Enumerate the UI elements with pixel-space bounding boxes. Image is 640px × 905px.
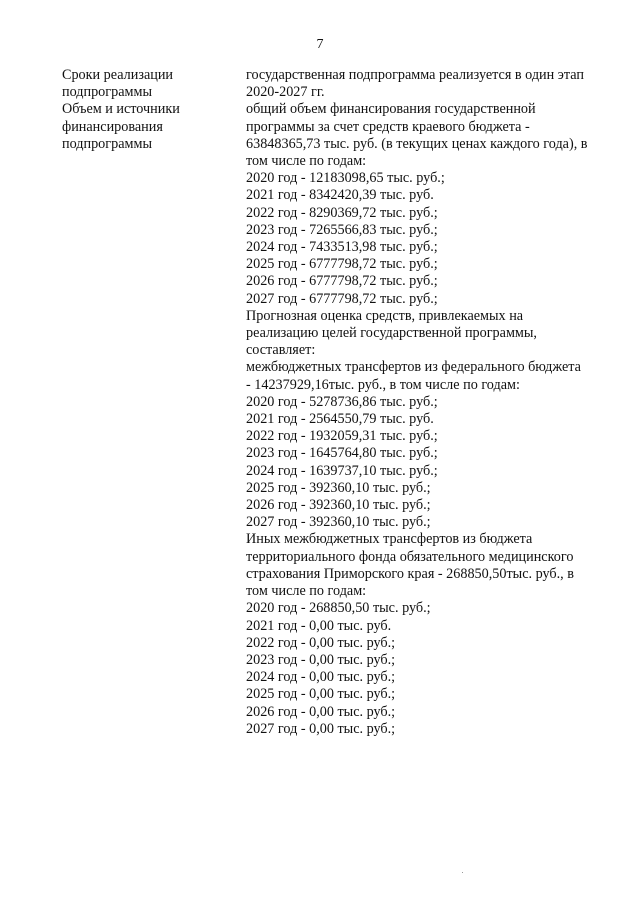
value-line: 2024 год - 0,00 тыс. руб.; <box>246 669 396 686</box>
value-line: 63848365,73 тыс. руб. (в текущих ценах каждого года), в <box>246 135 588 152</box>
value-line: государственная подпрограмма реализуется в один этап <box>246 67 584 83</box>
value-line: 2022 год - 1932059,31 тыс. руб.; <box>246 428 438 445</box>
value-line: общий объем финансирования государственной <box>246 101 536 118</box>
value-line: 2021 год - 2564550,79 тыс. руб. <box>246 411 434 428</box>
value-line: межбюджетных трансфертов из федерального бюджета <box>246 359 581 376</box>
row-value <box>246 101 622 738</box>
value-line: том числе по годам: <box>246 153 367 170</box>
row-label <box>62 101 246 738</box>
value-line: 2025 год - 0,00 тыс. руб.; <box>246 686 396 703</box>
value-line: 2027 год - 6777798,72 тыс. руб.; <box>246 290 438 307</box>
label-line: подпрограммы <box>62 135 152 152</box>
value-line: 2021 год - 8342420,39 тыс. руб. <box>246 187 434 204</box>
value-line: 2027 год - 392360,10 тыс. руб.; <box>246 514 431 531</box>
value-line: 2024 год - 7433513,98 тыс. руб.; <box>246 239 438 256</box>
row-value <box>246 67 622 101</box>
scan-speck <box>462 872 463 873</box>
value-line: 2026 год - 6777798,72 тыс. руб.; <box>246 273 438 290</box>
value-line: 2025 год - 6777798,72 тыс. руб.; <box>246 256 438 273</box>
label-line: Объем и источники <box>62 101 180 118</box>
label-line: финансирования <box>62 118 163 135</box>
value-line: 2023 год - 7265566,83 тыс. руб.; <box>246 221 438 238</box>
value-line: 2024 год - 1639737,10 тыс. руб.; <box>246 462 438 479</box>
value-line: - 14237929,16тыс. руб., в том числе по годам: <box>246 376 520 393</box>
row-funding-sources <box>62 101 622 738</box>
value-line: 2023 год - 0,00 тыс. руб.; <box>246 651 396 668</box>
label-line: Сроки реализации <box>62 67 174 83</box>
value-line: 2022 год - 0,00 тыс. руб.; <box>246 634 396 651</box>
value-line: 2026 год - 392360,10 тыс. руб.; <box>246 497 431 514</box>
value-line: программы за счет средств краевого бюджета - <box>246 118 530 135</box>
value-line: 2022 год - 8290369,72 тыс. руб.; <box>246 204 438 221</box>
passport-table <box>62 67 622 738</box>
value-line: 2020 год - 12183098,65 тыс. руб.; <box>246 170 445 187</box>
value-line: 2025 год - 392360,10 тыс. руб.; <box>246 479 431 496</box>
value-line: 2021 год - 0,00 тыс. руб. <box>246 617 392 634</box>
value-line: страхования Приморского края - 268850,50тыс. руб., в <box>246 565 574 582</box>
label-line: подпрограммы <box>62 84 152 101</box>
row-implementation-period <box>62 67 622 101</box>
row-label <box>62 67 246 101</box>
page-number: 7 <box>316 37 324 52</box>
value-line: 2023 год - 1645764,80 тыс. руб.; <box>246 445 438 462</box>
value-line: 2020-2027 гг. <box>246 84 325 101</box>
value-line: территориального фонда обязательного медицинского <box>246 548 574 565</box>
value-line: Иных межбюджетных трансфертов из бюджета <box>246 531 533 548</box>
value-line: составляет: <box>246 342 316 359</box>
value-line: Прогнозная оценка средств, привлекаемых на <box>246 307 524 324</box>
value-line: 2026 год - 0,00 тыс. руб.; <box>246 703 396 720</box>
value-line: том числе по годам: <box>246 583 367 600</box>
value-line: 2027 год - 0,00 тыс. руб.; <box>246 720 396 737</box>
value-line: 2020 год - 268850,50 тыс. руб.; <box>246 600 431 617</box>
value-line: реализацию целей государственной программы, <box>246 325 537 342</box>
value-line: 2020 год - 5278736,86 тыс. руб.; <box>246 393 438 410</box>
